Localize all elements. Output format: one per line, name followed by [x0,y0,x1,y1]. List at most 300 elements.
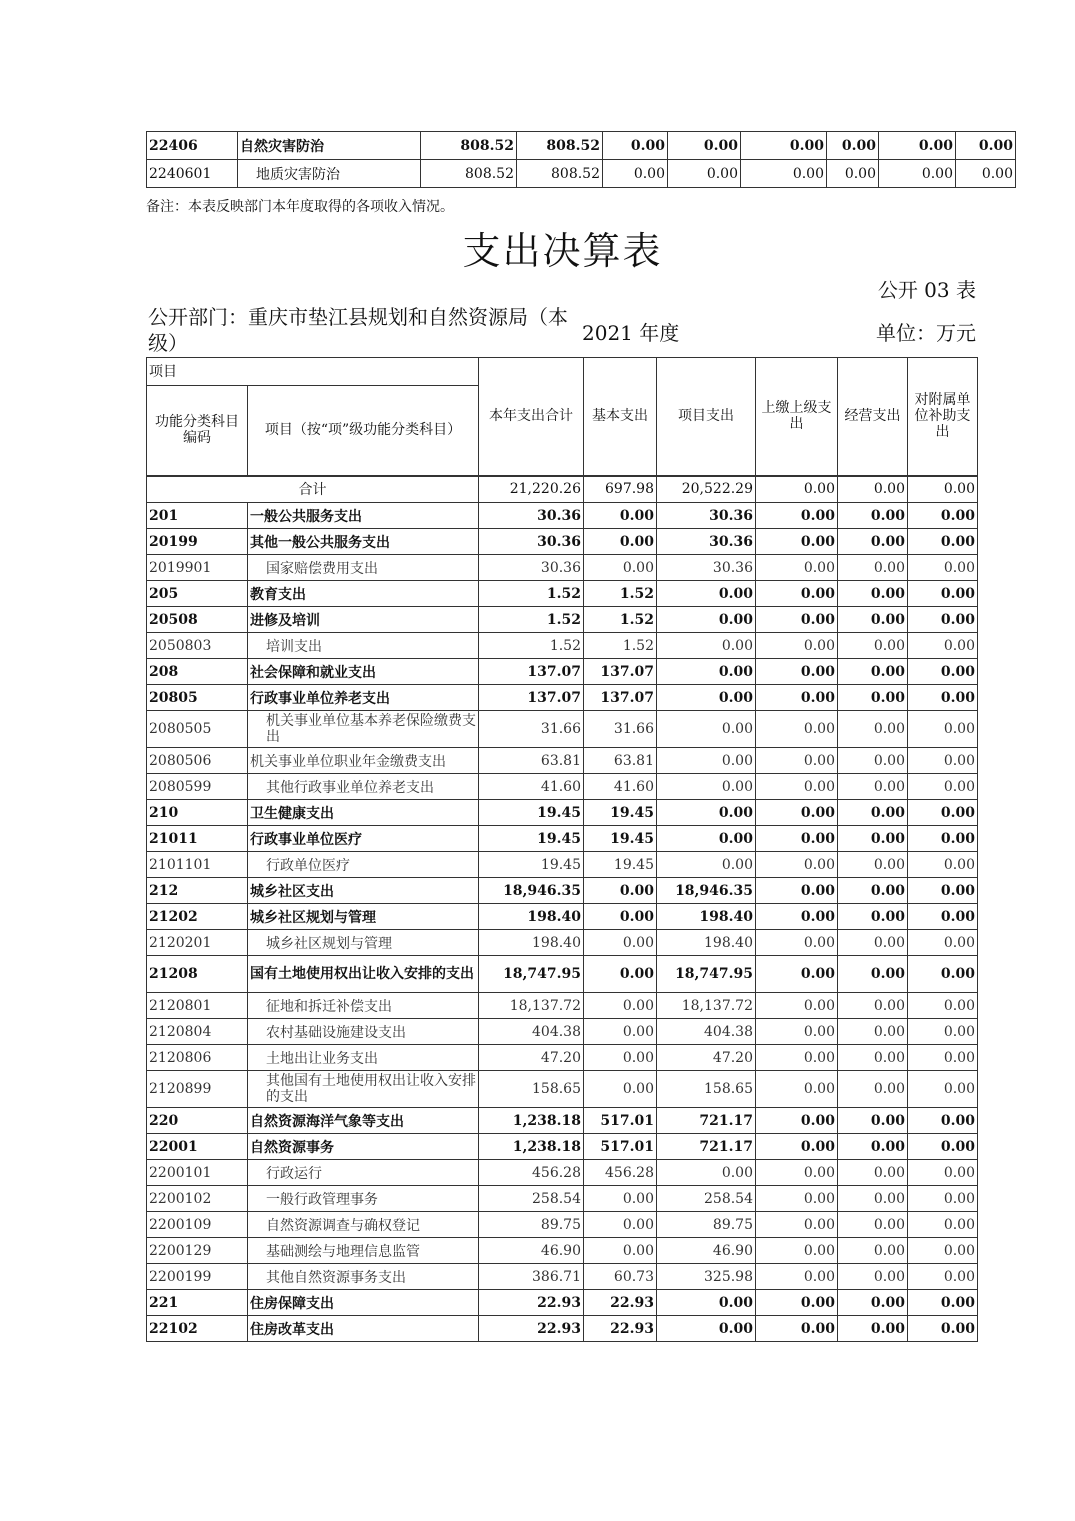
row-value: 0.00 [908,774,978,800]
row-value: 0.00 [584,956,657,993]
row-value: 47.20 [657,1045,756,1071]
row-name: 土地出让业务支出 [248,1045,479,1071]
row-value: 0.00 [838,1134,908,1160]
row-code: 21208 [147,956,248,993]
row-value: 0.00 [756,904,838,930]
row-value: 0.00 [657,774,756,800]
row-code: 2200109 [147,1212,248,1238]
row-value: 0.00 [603,132,668,160]
row-value: 0.00 [657,581,756,607]
row-value: 0.00 [657,685,756,711]
header-total: 本年支出合计 [479,358,584,476]
row-value: 0.00 [908,1212,978,1238]
row-code: 20508 [147,607,248,633]
table-row [147,878,978,904]
row-value: 46.90 [479,1238,584,1264]
row-code: 2200102 [147,1186,248,1212]
table-row [147,930,978,956]
row-name: 行政事业单位养老支出 [248,685,479,711]
row-value: 1.52 [584,581,657,607]
row-value: 0.00 [908,1160,978,1186]
row-value: 0.00 [908,685,978,711]
row-value: 0.00 [956,160,1016,188]
row-value: 0.00 [756,503,838,529]
row-value: 0.00 [879,160,956,188]
row-name: 住房改革支出 [248,1316,479,1342]
row-name: 培训支出 [248,633,479,659]
row-value: 0.00 [838,1045,908,1071]
row-name: 自然资源海洋气象等支出 [248,1108,479,1134]
row-value: 0.00 [756,748,838,774]
row-value: 0.00 [908,800,978,826]
row-value: 0.00 [908,633,978,659]
row-value: 0.00 [756,774,838,800]
row-value: 0.00 [756,993,838,1019]
row-value: 1,238.18 [479,1134,584,1160]
row-value: 808.52 [517,160,603,188]
total-label: 合计 [147,476,479,503]
total-value: 0.00 [838,476,908,503]
row-value: 517.01 [584,1134,657,1160]
row-value: 0.00 [879,132,956,160]
table-row [147,826,978,852]
row-value: 0.00 [756,581,838,607]
row-value: 19.45 [584,826,657,852]
row-value: 0.00 [756,1160,838,1186]
row-value: 0.00 [657,852,756,878]
row-name: 城乡社区规划与管理 [248,930,479,956]
row-value: 0.00 [756,1238,838,1264]
table-row [147,685,978,711]
row-value: 0.00 [908,659,978,685]
table-row [147,1290,978,1316]
row-value: 0.00 [838,904,908,930]
row-name: 行政运行 [248,1160,479,1186]
row-code: 2200101 [147,1160,248,1186]
row-code: 22001 [147,1134,248,1160]
row-value: 0.00 [908,1071,978,1108]
table-row [147,607,978,633]
row-value: 0.00 [668,160,741,188]
row-value: 198.40 [479,904,584,930]
table-row [147,581,978,607]
row-value: 0.00 [908,1264,978,1290]
row-name: 国有土地使用权出让收入安排的支出 [248,956,479,993]
table-row [147,1134,978,1160]
header-upper: 上缴上级支出 [756,358,838,476]
page-title: 支出决算表 [462,229,663,273]
table-row [147,1108,978,1134]
row-value: 0.00 [584,878,657,904]
header-code: 功能分类科目编码 [147,386,248,476]
table-row [147,1264,978,1290]
row-name: 自然资源调查与确权登记 [248,1212,479,1238]
row-value: 0.00 [838,1071,908,1108]
department-label: 公开部门：重庆市垫江县规划和自然资源局（本级） [148,305,568,355]
row-value: 0.00 [908,1019,978,1045]
row-value: 19.45 [584,800,657,826]
row-value: 0.00 [838,1108,908,1134]
row-value: 0.00 [838,748,908,774]
row-value: 22.93 [479,1290,584,1316]
row-value: 0.00 [584,503,657,529]
row-value: 0.00 [584,930,657,956]
row-name: 住房保障支出 [248,1290,479,1316]
row-value: 0.00 [908,711,978,748]
row-value: 0.00 [657,633,756,659]
row-value: 0.00 [756,956,838,993]
total-value: 20,522.29 [657,476,756,503]
row-code: 2080506 [147,748,248,774]
row-value: 0.00 [584,1186,657,1212]
row-value: 0.00 [756,1316,838,1342]
row-value: 158.65 [479,1071,584,1108]
previous-table-note: 备注：本表反映部门本年度取得的各项收入情况。 [146,199,454,215]
row-value: 1.52 [584,633,657,659]
row-value: 0.00 [756,826,838,852]
row-name: 征地和拆迁补偿支出 [248,993,479,1019]
row-name: 卫生健康支出 [248,800,479,826]
row-code: 21202 [147,904,248,930]
row-value: 721.17 [657,1108,756,1134]
row-value: 0.00 [838,1019,908,1045]
row-name: 城乡社区支出 [248,878,479,904]
row-value: 198.40 [479,930,584,956]
row-value: 30.36 [479,529,584,555]
row-name: 社会保障和就业支出 [248,659,479,685]
row-name: 机关事业单位基本养老保险缴费支出 [248,711,479,748]
row-code: 221 [147,1290,248,1316]
row-value: 1.52 [479,581,584,607]
row-value: 0.00 [756,1212,838,1238]
row-value: 0.00 [908,503,978,529]
row-value: 0.00 [908,1186,978,1212]
row-name: 其他自然资源事务支出 [248,1264,479,1290]
row-value: 0.00 [657,826,756,852]
row-value: 456.28 [584,1160,657,1186]
row-value: 18,137.72 [657,993,756,1019]
table-row [147,956,978,993]
row-name: 行政单位医疗 [248,852,479,878]
row-code: 2050803 [147,633,248,659]
row-value: 0.00 [756,633,838,659]
row-value: 158.65 [657,1071,756,1108]
fiscal-year: 2021 年度 [582,321,680,345]
row-value: 30.36 [657,555,756,581]
row-value: 0.00 [908,529,978,555]
row-value: 0.00 [838,774,908,800]
header-project: 项目 [147,358,479,386]
row-code: 208 [147,659,248,685]
row-name: 进修及培训 [248,607,479,633]
row-value: 0.00 [838,1290,908,1316]
unit-label: 单位：万元 [876,321,976,345]
row-name: 一般行政管理事务 [248,1186,479,1212]
row-value: 0.00 [657,800,756,826]
row-value: 0.00 [908,1108,978,1134]
row-value: 31.66 [584,711,657,748]
row-value: 18,747.95 [479,956,584,993]
table-row [147,633,978,659]
row-value: 0.00 [838,956,908,993]
expenditure-table [146,357,978,1342]
row-value: 0.00 [741,160,827,188]
row-value: 19.45 [479,800,584,826]
row-value: 22.93 [584,1316,657,1342]
row-name: 自然资源事务 [248,1134,479,1160]
row-value: 0.00 [908,1238,978,1264]
table-row [147,555,978,581]
table-row [147,132,1016,160]
row-value: 41.60 [479,774,584,800]
row-value: 63.81 [584,748,657,774]
total-value: 697.98 [584,476,657,503]
row-value: 0.00 [908,555,978,581]
row-value: 0.00 [908,581,978,607]
header-project-exp: 项目支出 [657,358,756,476]
row-value: 0.00 [908,852,978,878]
table-row [147,1316,978,1342]
row-name: 国家赔偿费用支出 [248,555,479,581]
row-name: 城乡社区规划与管理 [248,904,479,930]
row-value: 0.00 [584,1212,657,1238]
row-value: 0.00 [838,581,908,607]
row-value: 0.00 [756,800,838,826]
table-row [147,659,978,685]
row-value: 0.00 [741,132,827,160]
row-value: 0.00 [838,878,908,904]
row-code: 2120201 [147,930,248,956]
row-value: 137.07 [479,685,584,711]
row-value: 1.52 [584,607,657,633]
row-value: 89.75 [657,1212,756,1238]
previous-income-table [146,131,1016,188]
row-value: 22.93 [584,1290,657,1316]
row-value: 0.00 [584,529,657,555]
row-value: 198.40 [657,904,756,930]
row-code: 2101101 [147,852,248,878]
row-value: 0.00 [756,659,838,685]
row-value: 0.00 [657,607,756,633]
row-value: 0.00 [838,852,908,878]
row-value: 386.71 [479,1264,584,1290]
table-row [147,774,978,800]
table-row [147,711,978,748]
row-value: 404.38 [479,1019,584,1045]
row-value: 0.00 [838,1264,908,1290]
row-value: 0.00 [584,1045,657,1071]
row-value: 0.00 [657,711,756,748]
table-row [147,852,978,878]
row-value: 18,946.35 [657,878,756,904]
row-value: 0.00 [668,132,741,160]
row-value: 137.07 [479,659,584,685]
table-row [147,904,978,930]
row-value: 0.00 [756,1134,838,1160]
row-code: 21011 [147,826,248,852]
row-value: 0.00 [756,1186,838,1212]
row-code: 2120801 [147,993,248,1019]
row-value: 137.07 [584,685,657,711]
row-value: 0.00 [657,1316,756,1342]
row-value: 0.00 [657,748,756,774]
previous-income-table-body [147,132,1016,188]
row-value: 0.00 [838,633,908,659]
row-name: 其他行政事业单位养老支出 [248,774,479,800]
row-value: 0.00 [584,1071,657,1108]
table-row [147,1212,978,1238]
row-value: 0.00 [756,852,838,878]
row-value: 0.00 [908,1134,978,1160]
table-row [147,1019,978,1045]
row-value: 721.17 [657,1134,756,1160]
row-value: 404.38 [657,1019,756,1045]
header-basic: 基本支出 [584,358,657,476]
table-row [147,529,978,555]
row-value: 47.20 [479,1045,584,1071]
row-value: 0.00 [756,1108,838,1134]
row-value: 0.00 [756,1264,838,1290]
row-name: 教育支出 [248,581,479,607]
row-code: 20199 [147,529,248,555]
row-value: 0.00 [756,685,838,711]
row-value: 137.07 [584,659,657,685]
row-value: 0.00 [908,1316,978,1342]
row-name: 其他国有土地使用权出让收入安排的支出 [248,1071,479,1108]
row-value: 0.00 [584,993,657,1019]
row-value: 0.00 [838,1160,908,1186]
row-code: 2200129 [147,1238,248,1264]
row-value: 456.28 [479,1160,584,1186]
row-value: 0.00 [908,930,978,956]
row-code: 212 [147,878,248,904]
row-value: 0.00 [908,878,978,904]
table-row [147,1045,978,1071]
row-code: 22406 [147,132,238,160]
row-code: 2120899 [147,1071,248,1108]
row-value: 0.00 [908,1045,978,1071]
row-name: 地质灾害防治 [238,160,421,188]
row-name: 其他一般公共服务支出 [248,529,479,555]
row-name: 农村基础设施建设支出 [248,1019,479,1045]
table-row [147,800,978,826]
row-value: 1.52 [479,607,584,633]
row-value: 0.00 [756,607,838,633]
row-code: 2080599 [147,774,248,800]
row-value: 0.00 [584,1019,657,1045]
row-value: 0.00 [908,748,978,774]
table-row [147,1186,978,1212]
row-value: 517.01 [584,1108,657,1134]
row-value: 0.00 [908,1290,978,1316]
row-value: 0.00 [827,160,879,188]
header-business: 经营支出 [838,358,908,476]
header-subsidy: 对附属单位补助支出 [908,358,978,476]
row-code: 2019901 [147,555,248,581]
row-code: 2200199 [147,1264,248,1290]
row-name: 行政事业单位医疗 [248,826,479,852]
row-value: 0.00 [838,800,908,826]
row-value: 18,137.72 [479,993,584,1019]
row-name: 一般公共服务支出 [248,503,479,529]
row-value: 0.00 [838,1316,908,1342]
row-value: 0.00 [584,904,657,930]
row-value: 19.45 [479,826,584,852]
row-value: 0.00 [838,503,908,529]
row-value: 0.00 [956,132,1016,160]
table-row [147,1160,978,1186]
row-value: 0.00 [756,555,838,581]
row-code: 20805 [147,685,248,711]
row-value: 0.00 [756,1290,838,1316]
row-value: 31.66 [479,711,584,748]
row-value: 0.00 [756,1019,838,1045]
row-value: 0.00 [838,711,908,748]
header-name: 项目（按“项”级功能分类科目） [248,386,479,476]
row-value: 1,238.18 [479,1108,584,1134]
row-value: 0.00 [584,1238,657,1264]
row-value: 0.00 [838,607,908,633]
row-value: 0.00 [838,1238,908,1264]
row-value: 0.00 [657,659,756,685]
row-name: 机关事业单位职业年金缴费支出 [248,748,479,774]
row-value: 258.54 [479,1186,584,1212]
total-value: 0.00 [756,476,838,503]
row-value: 30.36 [657,529,756,555]
row-value: 0.00 [756,711,838,748]
row-value: 46.90 [657,1238,756,1264]
table-row [147,160,1016,188]
row-value: 198.40 [657,930,756,956]
row-value: 30.36 [479,555,584,581]
row-value: 0.00 [838,1212,908,1238]
row-value: 0.00 [756,529,838,555]
total-row [147,476,978,503]
row-value: 30.36 [479,503,584,529]
row-value: 258.54 [657,1186,756,1212]
row-value: 63.81 [479,748,584,774]
row-value: 0.00 [657,1160,756,1186]
row-value: 808.52 [421,132,517,160]
form-code: 公开 03 表 [877,278,976,302]
row-value: 0.00 [908,904,978,930]
table-row [147,1071,978,1108]
row-value: 19.45 [479,852,584,878]
row-code: 22102 [147,1316,248,1342]
row-value: 22.93 [479,1316,584,1342]
row-value: 0.00 [657,1290,756,1316]
row-value: 325.98 [657,1264,756,1290]
total-value: 0.00 [908,476,978,503]
row-value: 0.00 [838,930,908,956]
row-code: 205 [147,581,248,607]
row-value: 0.00 [756,930,838,956]
row-value: 0.00 [908,826,978,852]
row-value: 41.60 [584,774,657,800]
row-value: 18,946.35 [479,878,584,904]
row-code: 201 [147,503,248,529]
total-value: 21,220.26 [479,476,584,503]
row-value: 0.00 [838,685,908,711]
row-code: 2120806 [147,1045,248,1071]
row-value: 0.00 [838,659,908,685]
row-code: 2120804 [147,1019,248,1045]
row-value: 0.00 [908,607,978,633]
row-value: 0.00 [838,555,908,581]
row-value: 0.00 [838,529,908,555]
row-value: 0.00 [756,1045,838,1071]
row-value: 0.00 [838,1186,908,1212]
